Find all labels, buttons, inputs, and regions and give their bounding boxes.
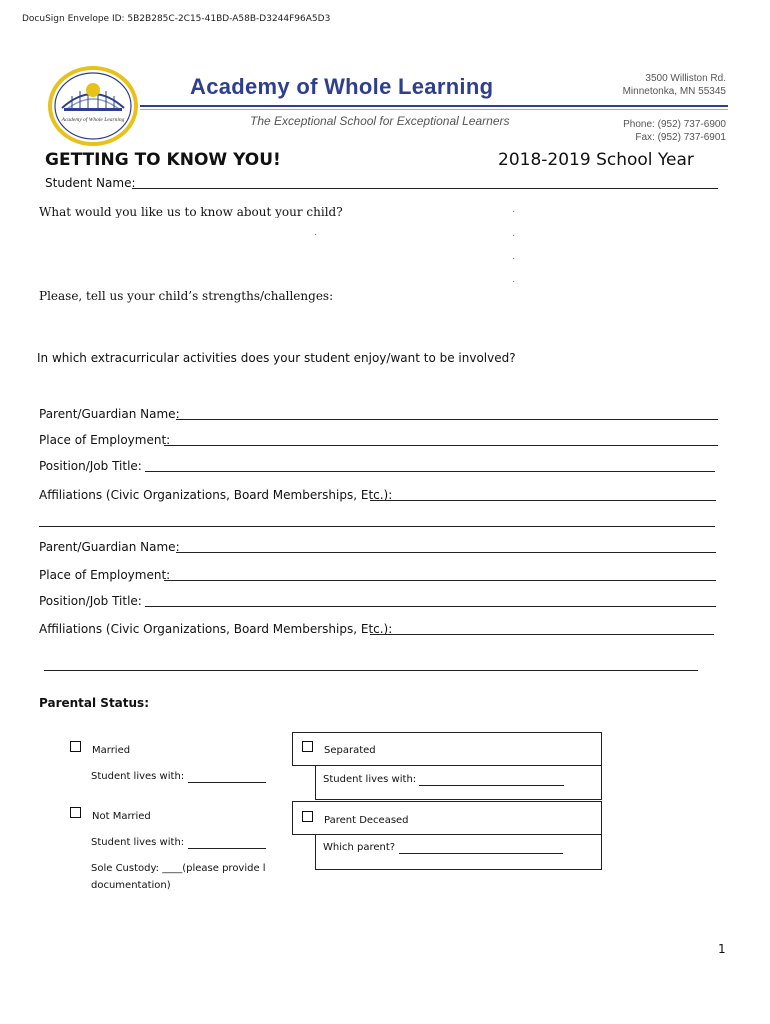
- not-married-lives-with-field[interactable]: [188, 848, 266, 849]
- fax: Fax: (952) 737-6901: [635, 132, 726, 143]
- header-rule: [140, 105, 728, 107]
- dot-mark: ·: [512, 230, 516, 241]
- guardian1-position-label: Position/Job Title:: [39, 459, 142, 473]
- guardian2-name-field[interactable]: [176, 552, 716, 553]
- married-label: Married: [92, 745, 131, 756]
- envelope-id: DocuSign Envelope ID: 5B2B285C-2C15-41BD-A58B-D3244F96A5D3: [22, 14, 331, 24]
- separated-lives-with-field[interactable]: [419, 785, 564, 786]
- dot-mark: ·: [314, 229, 318, 240]
- guardian2-affiliations-field-cont[interactable]: [44, 670, 698, 671]
- student-name-label: Student Name:: [45, 176, 136, 190]
- address-line1: 3500 Williston Rd.: [645, 73, 726, 84]
- school-logo: [48, 66, 138, 146]
- address-line2: Minnetonka, MN 55345: [622, 86, 726, 97]
- guardian1-affiliations-label: Affiliations (Civic Organizations, Board Memberships, Etc.):: [39, 488, 393, 502]
- guardian1-affiliations-field-cont[interactable]: [39, 526, 715, 527]
- guardian1-name-label: Parent/Guardian Name:: [39, 407, 180, 421]
- guardian1-employment-field[interactable]: [164, 445, 718, 446]
- guardian2-affiliations-field[interactable]: [370, 634, 714, 635]
- separated-label: Separated: [324, 745, 376, 756]
- guardian2-name-label: Parent/Guardian Name:: [39, 540, 180, 554]
- question-strengths: Please, tell us your child’s strengths/challenges:: [39, 289, 334, 303]
- phone: Phone: (952) 737-6900: [623, 119, 726, 130]
- page-number: 1: [718, 942, 726, 956]
- separated-lives-with-label: Student lives with:: [323, 774, 417, 785]
- guardian1-affiliations-field[interactable]: [370, 500, 716, 501]
- school-name: Academy of Whole Learning: [190, 74, 494, 99]
- guardian2-employment-field[interactable]: [164, 580, 716, 581]
- married-lives-with-field[interactable]: [188, 782, 266, 783]
- school-year: 2018-2019 School Year: [498, 150, 694, 170]
- question-activities: In which extracurricular activities does your student enjoy/want to be involved?: [37, 351, 516, 365]
- married-lives-with-label: Student lives with:: [91, 771, 185, 782]
- deceased-checkbox[interactable]: [302, 811, 313, 822]
- dot-mark: ·: [512, 276, 516, 287]
- married-checkbox[interactable]: [70, 741, 81, 752]
- form-title: GETTING TO KNOW YOU!: [45, 150, 281, 170]
- header-rule-secondary: [140, 109, 728, 110]
- guardian2-position-field[interactable]: [145, 606, 716, 607]
- guardian2-employment-label: Place of Employment:: [39, 568, 171, 582]
- school-tagline: The Exceptional School for Exceptional Learners: [250, 114, 510, 128]
- which-parent-field[interactable]: [399, 853, 563, 854]
- sole-custody-documentation: documentation): [91, 880, 171, 891]
- parental-status-label: Parental Status:: [39, 696, 149, 710]
- logo-text: Academy of Whole Learning: [61, 117, 125, 123]
- dot-mark: ·: [512, 206, 516, 217]
- guardian1-position-field[interactable]: [145, 471, 715, 472]
- deceased-label: Parent Deceased: [324, 815, 409, 826]
- question-know-child: What would you like us to know about your child?: [39, 205, 343, 218]
- student-name-field[interactable]: [132, 188, 718, 189]
- separated-checkbox[interactable]: [302, 741, 313, 752]
- sole-custody-label: Sole Custody: ____(please provide l: [91, 863, 266, 874]
- dot-mark: ·: [512, 253, 516, 264]
- guardian1-employment-label: Place of Employment:: [39, 433, 171, 447]
- not-married-lives-with-label: Student lives with:: [91, 837, 185, 848]
- guardian1-name-field[interactable]: [176, 419, 718, 420]
- guardian2-position-label: Position/Job Title:: [39, 594, 142, 608]
- not-married-label: Not Married: [92, 811, 151, 822]
- not-married-checkbox[interactable]: [70, 807, 81, 818]
- which-parent-label: Which parent?: [323, 842, 396, 853]
- guardian2-affiliations-label: Affiliations (Civic Organizations, Board Memberships, Etc.):: [39, 622, 393, 636]
